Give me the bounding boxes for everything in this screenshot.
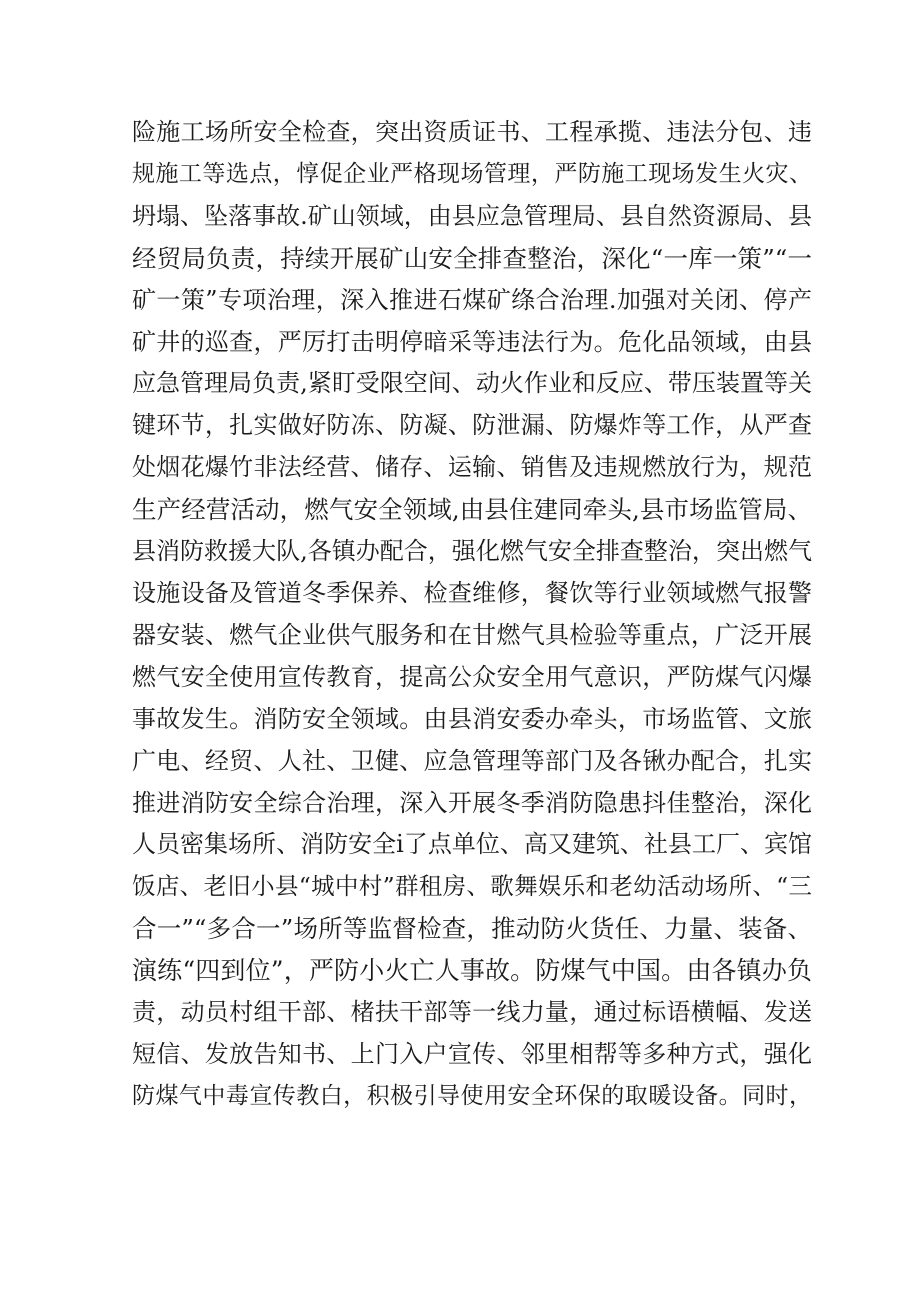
text-line-21: 演练“四到位”，严防小火亡人事故。防煤气中国。由各镇办负 — [132, 956, 812, 986]
text-line-23: 短信、发放告知书、上门入户宣传、邻里相帮等多种方式，强化 — [132, 1039, 812, 1068]
text-line-13: 器安装、燃气企业供气服务和在甘燃气具检验等重点，广泛开展 — [132, 620, 812, 649]
body-paragraph — [132, 112, 812, 1118]
text-line-10: 生产经营活动，燃气安全领域,由县住建同牵头,县市场监管局、 — [132, 495, 812, 525]
text-line-6: 矿井的巡查，严厉打击明停暗采等违法行为。危化品领域，由县 — [132, 327, 812, 356]
text-line-18: 人员密集场所、消防安全i了点单位、高又建筑、社县工厂、宾馆 — [132, 830, 812, 859]
text-line-19: 饭店、老旧小县“城中村”群租房、歌舞娱乐和老幼活动场所、“三 — [132, 872, 812, 901]
text-line-2: 规施工等选点，惇促企业严格现场管理，严防施工现场发生火灾、 — [132, 160, 812, 187]
text-line-12: 设施设备及管道冬季保养、检查维修，餐饮等行业领域燃气报警 — [132, 578, 812, 607]
text-line-9: 处烟花爆竹非法经营、储存、运输、销售及违规燃放行为，规范 — [132, 453, 812, 482]
text-line-24: 防煤气中毒宣传教白，积极引导使用安全环保的取暖设备。同时， — [132, 1082, 812, 1109]
text-line-11: 县消防救援大队,各镇办配合，强化燃气安全排查整治，突出燃气 — [132, 537, 812, 566]
text-line-4: 经贸局负责，持续开展矿山安全排查整治，深化“一库一策”“一 — [132, 243, 812, 273]
text-line-1: 险施工场所安全检查，突出资质证书、工程承揽、违法分包、违 — [132, 118, 812, 146]
text-line-20: 合一”“多合一”场所等监督检查，推动防火货任、力量、装备、 — [132, 914, 812, 944]
text-line-14: 燃气安全使用宣传教育，提高公众安全用气意识，严防煤气闪爆 — [132, 662, 812, 691]
text-line-8: 键环节，扎实做好防冻、防凝、防泄漏、防爆炸等工作，从严查 — [132, 411, 812, 440]
text-line-7: 应急管理局负责,紧盯受限空间、动火作业和反应、带压装置等关 — [132, 369, 812, 398]
text-line-16: 广电、经贸、人社、卫健、应急管理等部门及各锹办配合，扎实 — [132, 746, 812, 775]
text-line-22: 责，动员村组干部、楮扶干部等一线力量，通过标语横幅、发送 — [132, 998, 812, 1027]
text-line-5: 矿一策”专项治理，深入推进石煤矿绦合治理.加强对关闭、停产 — [132, 285, 812, 314]
text-line-17: 推进消防安全综合治理，深入开展冬季消防隐患抖佳整治，深化 — [132, 788, 812, 817]
text-line-3: 坍塌、坠落事故.矿山领域，由县应急管理局、县自然资源局、县 — [132, 201, 812, 230]
text-line-15: 事故发生。消防安全领域。由县消安委办牵头，市场监管、文旅 — [132, 704, 812, 733]
